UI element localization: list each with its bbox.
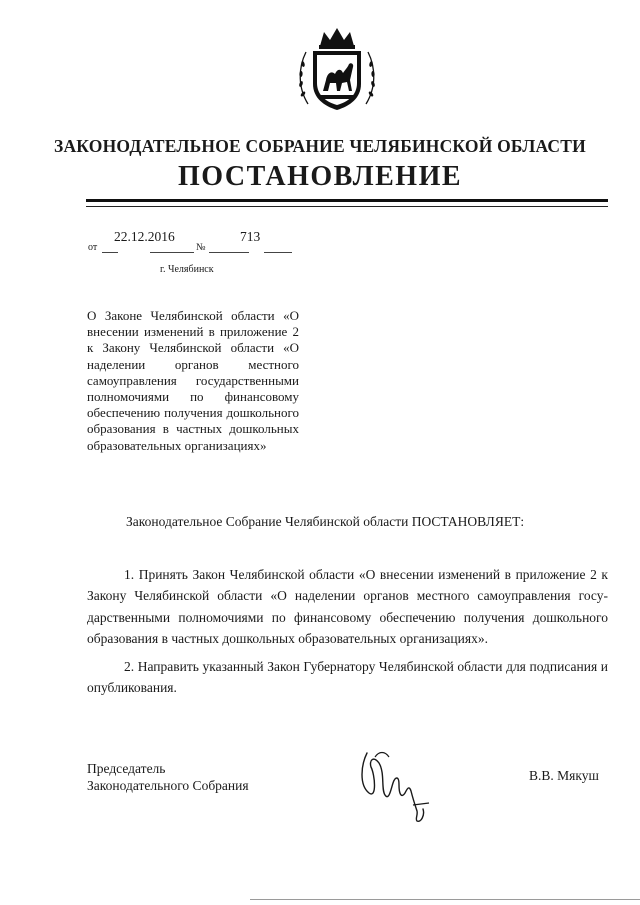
- blank-line: [150, 252, 194, 253]
- bottom-divider: [250, 899, 640, 900]
- blank-line: [264, 252, 292, 253]
- blank-line: [209, 252, 249, 253]
- header-divider-thin: [86, 206, 608, 207]
- document-number: 713: [240, 229, 261, 244]
- coat-of-arms-icon: [296, 24, 378, 116]
- handwritten-signature-icon: [345, 745, 445, 830]
- document-place: г. Челябинск: [160, 264, 214, 275]
- document-subject: О Законе Челябинской области «О внесении изменений в приложение 2 к Закону Челябинской области «О наделении органов местного самоуправления государственными полномочиями по финансовому обеспечению получения дошкольного образования в частных дошкольных образовательных организациях»: [87, 308, 299, 453]
- resolution-item-1: 1. Принять Закон Челябинской области «О внесении изменений в приложение 2 к Закону Челябинской области «О наделении органов местного самоуправления государственными полномочиями по финансовому обеспечению получения дошкольного образования в частных дошкольных образовательных организациях».: [87, 567, 608, 646]
- organization-title: ЗАКОНОДАТЕЛЬНОЕ СОБРАНИЕ ЧЕЛЯБИНСКОЙ ОБЛАСТИ: [54, 136, 586, 156]
- signatory-name: В.В. Мякуш: [529, 768, 599, 783]
- signatory-position: [87, 760, 249, 794]
- number-sign: №: [196, 242, 206, 253]
- signatory-position-line-1: Председатель: [87, 761, 166, 776]
- document-type-title: ПОСТАНОВЛЕНИЕ: [177, 161, 463, 192]
- document-date: 22.12.2016: [114, 229, 175, 244]
- resolution-item-2: 2. Направить указанный Закон Губернатору Челябинской области для подписания и опубликования.: [87, 659, 608, 696]
- preamble: Законодательное Собрание Челябинской области ПОСТАНОВЛЯЕТ:: [126, 514, 525, 529]
- signatory-position-line-2: Законодательного Собрания: [87, 778, 249, 793]
- date-prefix: от: [88, 242, 98, 253]
- header-divider-thick: [86, 199, 608, 202]
- blank-line: [102, 252, 118, 253]
- document-meta: [88, 226, 298, 276]
